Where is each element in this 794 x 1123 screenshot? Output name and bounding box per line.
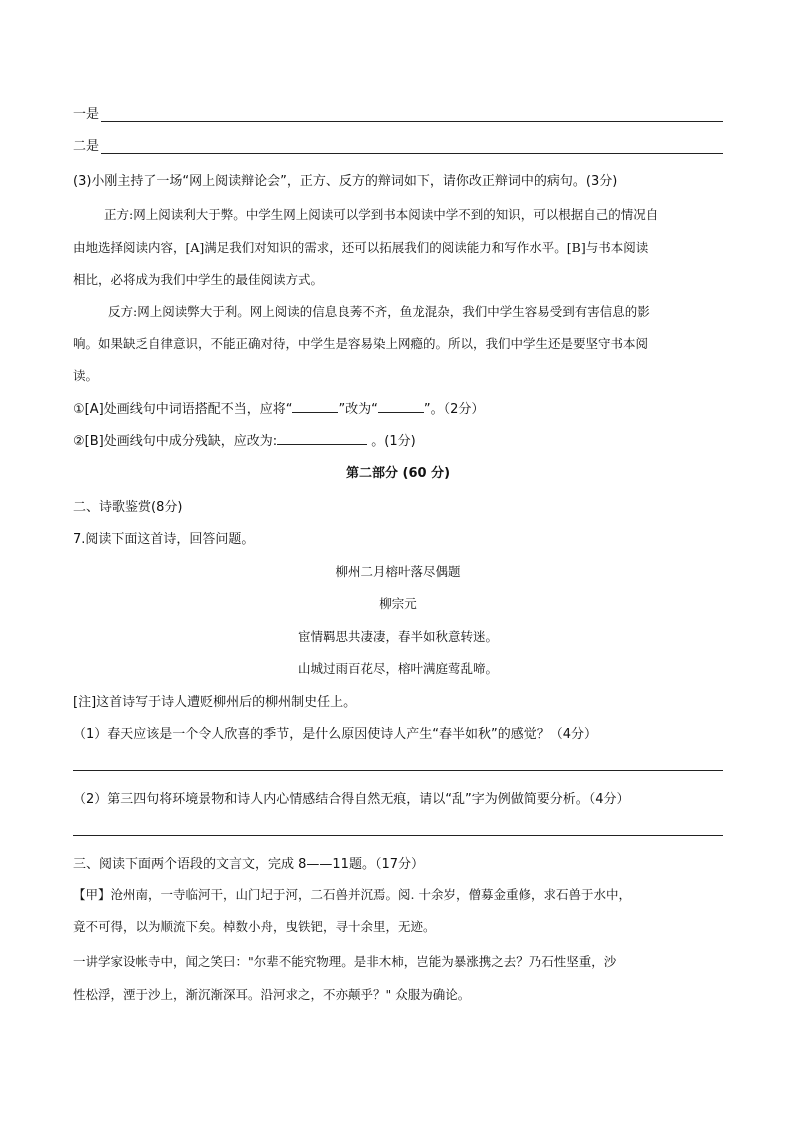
sub1-text-a: ①[A]处画线句中词语搭配不当，应将“: [73, 402, 293, 417]
poetry-section-title: 二、诗歌鉴赏(8分): [73, 500, 183, 515]
question-3-sub2: [73, 430, 416, 449]
answer-line-label: 二是: [73, 139, 100, 154]
answer-underline: [101, 139, 723, 154]
sub1-text-b: ”改为“: [338, 402, 378, 417]
poem-line: 山城过雨百花尽，榕叶满庭莺乱啼。: [297, 661, 498, 676]
sub1-text-c: ”。（2分）: [423, 402, 485, 417]
answer-underline: [101, 107, 723, 122]
fill-blank[interactable]: [378, 400, 424, 413]
answer-rule[interactable]: [73, 835, 723, 836]
poetry-subquestion-2: （2）第三四句将环境景物和诗人内心情感结合得自然无痕，请以“乱”字为例做简要分析。（4分）: [73, 792, 630, 807]
passage-jia-line: 【甲】沧州南，一寺临河干，山门圮于河，二石兽并沉焉。阅. 十余岁，僧募金重修，求石兽于水中，: [73, 887, 631, 902]
poem-author: 柳宗元: [379, 596, 417, 611]
answer-rule[interactable]: [73, 770, 723, 771]
con-argument-line: 读。: [73, 368, 99, 383]
pro-argument-line: 正方:网上阅读利大于弊。中学生网上阅读可以学到书本阅读中学不到的知识，可以根据自己的情况自: [104, 207, 659, 222]
con-argument-line: 反方:网上阅读弊大于利。网上阅读的信息良莠不齐，鱼龙混杂，我们中学生容易受到有害信息的影: [108, 304, 650, 319]
classical-section-title: 三、阅读下面两个语段的文言文，完成 8——11题。（17分）: [73, 857, 424, 872]
con-argument-line: 响。如果缺乏自律意识，不能正确对待，中学生是容易染上网瘾的。所以，我们中学生还是要坚守书本阅: [73, 336, 649, 351]
question-3-prompt: (3)小刚主持了一场“网上阅读辩论会”，正方、反方的辩词如下，请你改正辩词中的病句。(3分): [73, 174, 618, 189]
pro-argument-line: 由地选择阅读内容，[A]满足我们对知识的需求，还可以拓展我们的阅读能力和写作水平。[B]与书本阅读: [73, 240, 649, 255]
passage-jia-line: 性松浮，湮于沙上，渐沉渐深耳。沿河求之，不亦颠乎？" 众服为确论。: [73, 987, 471, 1002]
sub2-text-a: ②[B]处画线句中成分残缺，应改为:: [73, 434, 278, 449]
poetry-subquestion-1: （1）春天应该是一个令人欣喜的季节，是什么原因使诗人产生“春半如秋”的感觉？（4分）: [73, 727, 598, 742]
part-2-title: 第二部分 (60 分): [345, 466, 451, 481]
poem-title: 柳州二月榕叶落尽偶题: [335, 564, 461, 579]
answer-line-second[interactable]: [73, 135, 723, 154]
answer-line-first[interactable]: [73, 103, 723, 122]
fill-blank[interactable]: [292, 400, 338, 413]
question-3-sub1: [73, 398, 484, 417]
poem-note: [注]这首诗写于诗人遭贬柳州后的柳州制史任上。: [73, 695, 357, 710]
pro-argument-line: 相比，必将成为我们中学生的最佳阅读方式。: [73, 272, 324, 287]
passage-jia-line: 竟不可得，以为顺流下矣。棹数小舟，曳铁钯，寻十余里，无迹。: [73, 919, 436, 934]
fill-blank[interactable]: [277, 432, 367, 445]
passage-jia-line: 一讲学家设帐寺中，闻之笑曰："尔辈不能究物理。是非木柿，岂能为暴涨携之去？乃石性坚重，沙: [73, 954, 617, 969]
answer-line-label: 一是: [73, 107, 100, 122]
question-7-prompt: 7.阅读下面这首诗，回答问题。: [73, 532, 255, 547]
poem-line: 宦情羁思共凄凄，春半如秋意转迷。: [297, 629, 498, 644]
sub2-text-b: 。(1分): [371, 434, 416, 449]
